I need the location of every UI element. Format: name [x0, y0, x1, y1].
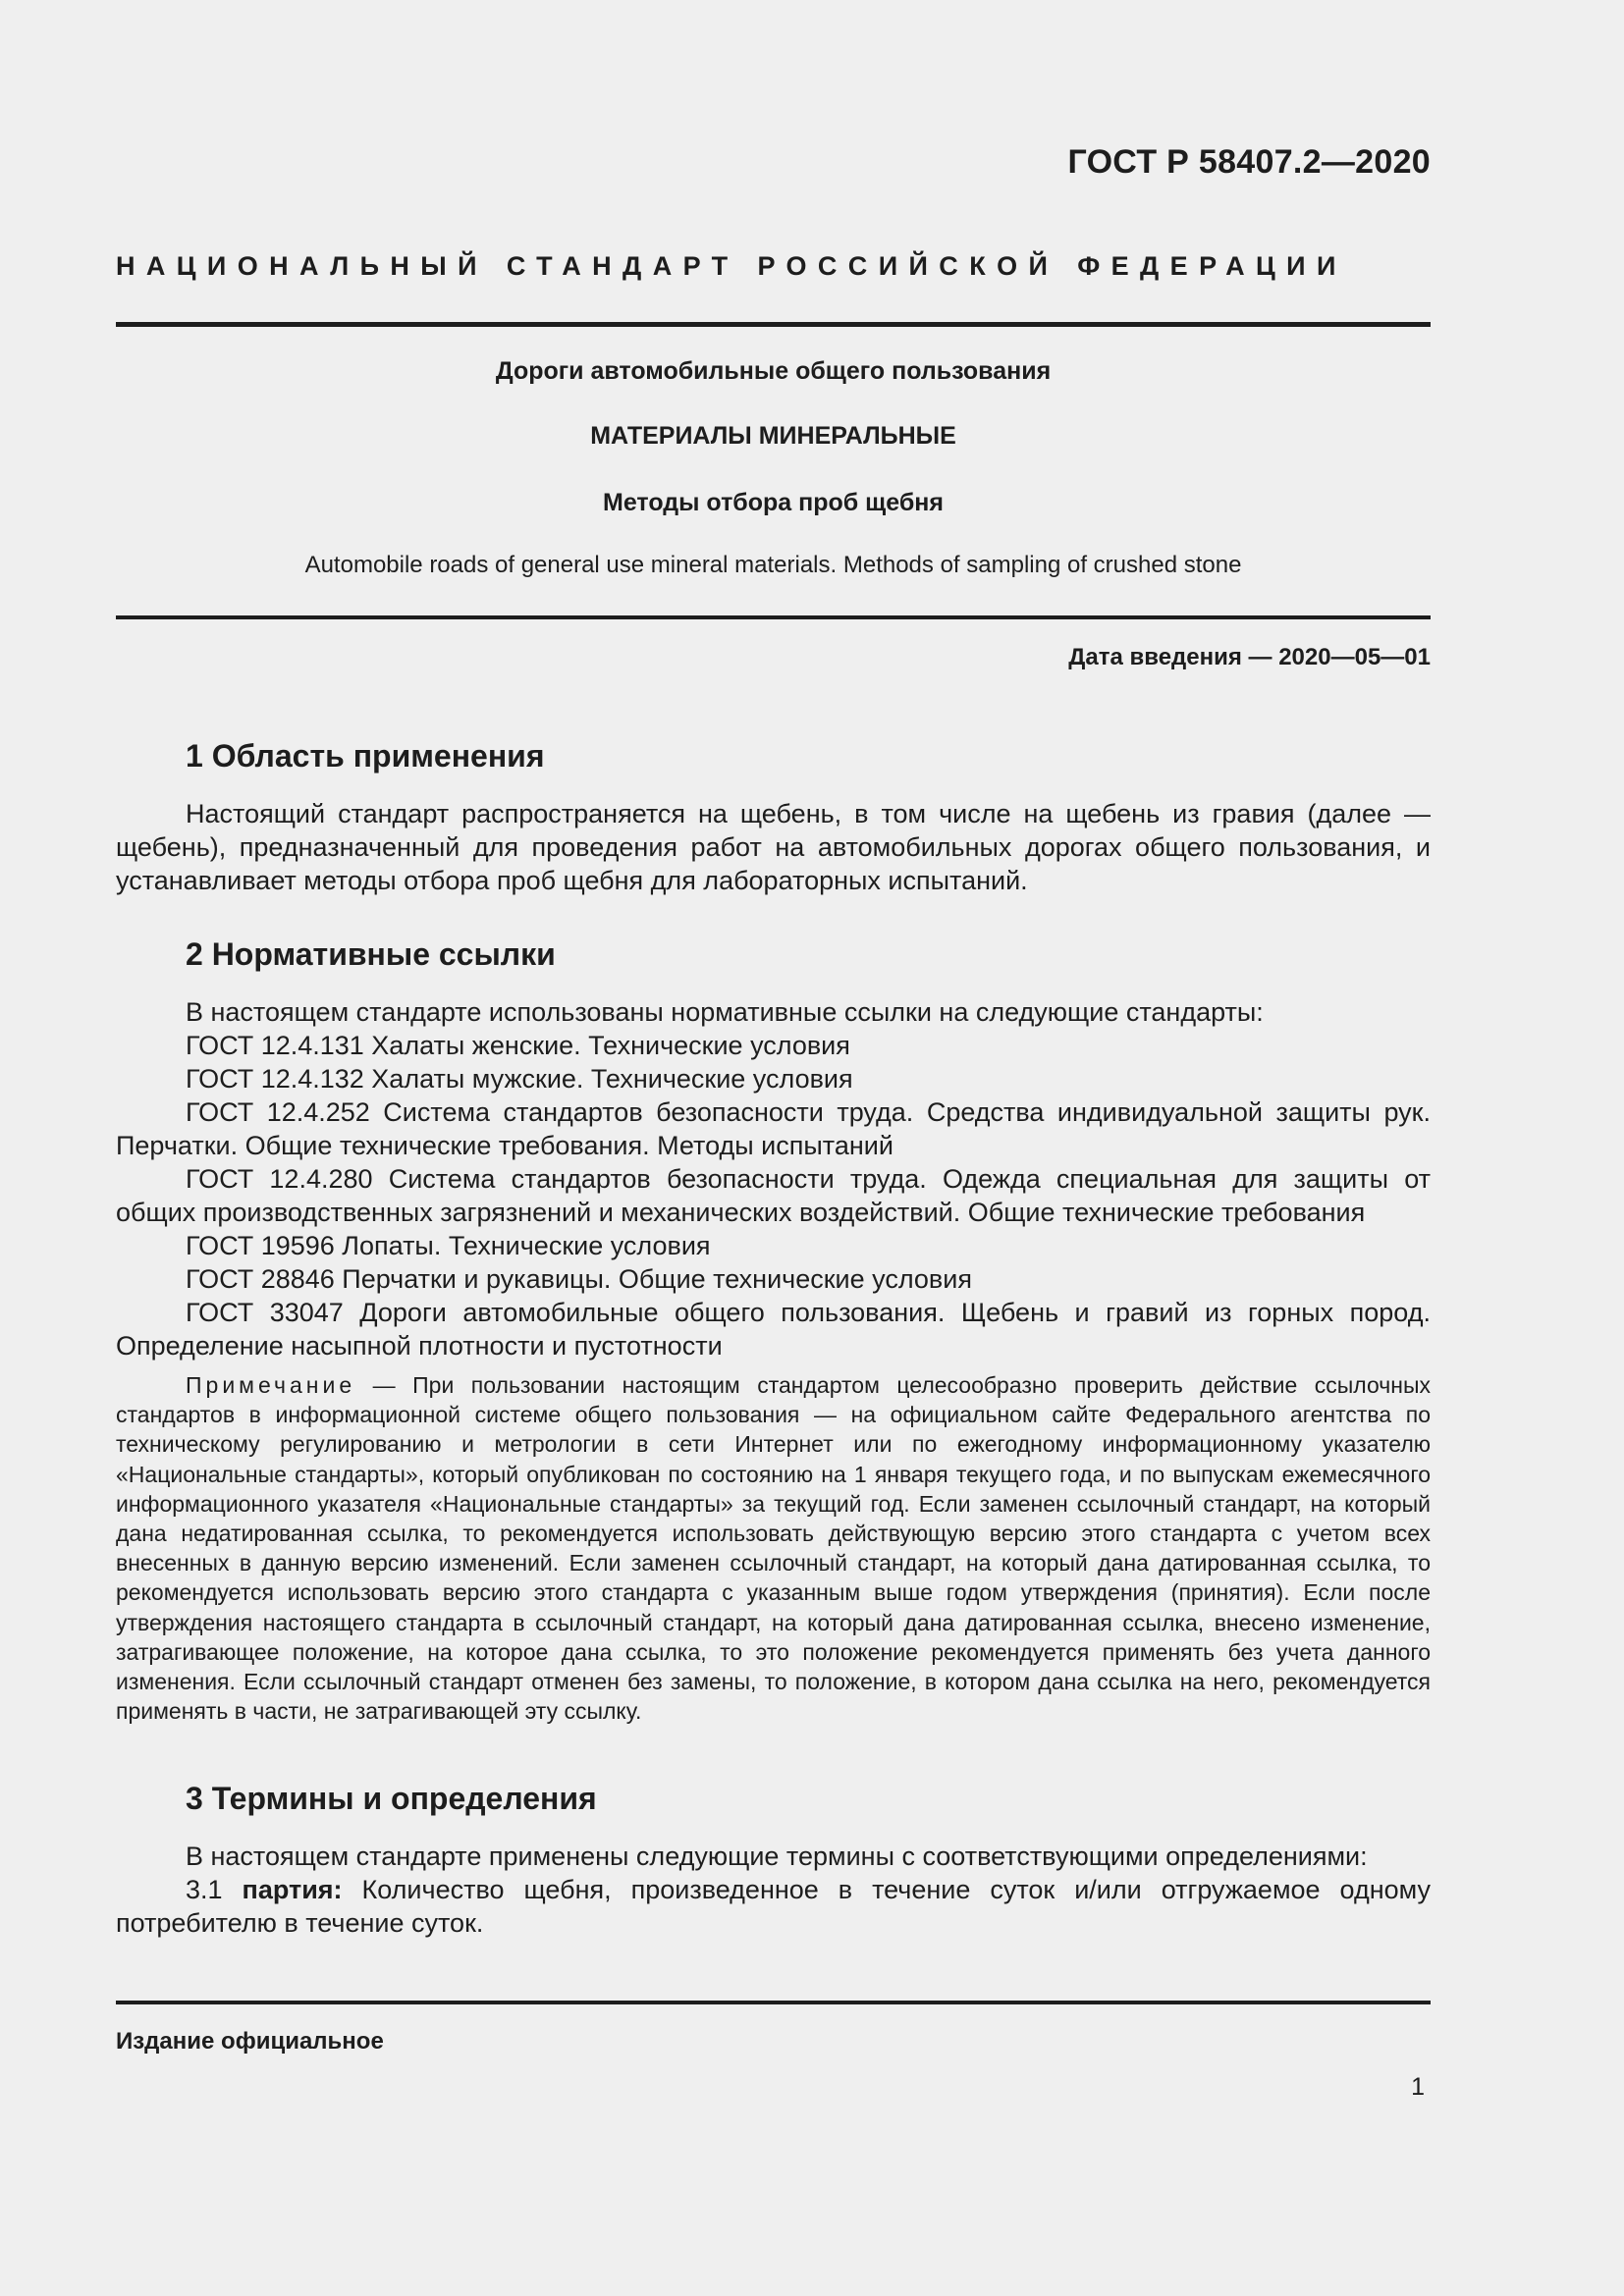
english-title: Automobile roads of general use mineral materials. Methods of sampling of crushed stone [304, 552, 1242, 578]
reference-item: ГОСТ 33047 Дороги автомобильные общего пользования. Щебень и гравий из горных пород. Определение насыпной плотности и пустотности [116, 1298, 1431, 1361]
title-line-3: Методы отбора проб щебня [603, 489, 944, 516]
term-definition [116, 1873, 1431, 1940]
footer-rule [116, 2001, 1431, 2004]
reference-item: ГОСТ 12.4.280 Система стандартов безопасности труда. Одежда специальная для защиты от общих производственных загрязнений и механических воздействий. Общие технические требования [116, 1164, 1431, 1227]
title-rule [116, 615, 1431, 619]
title-line-2: МАТЕРИАЛЫ МИНЕРАЛЬНЫЕ [590, 422, 956, 450]
section-3-title: 3 Термины и определения [186, 1781, 597, 1816]
section-2-title: 2 Нормативные ссылки [186, 936, 556, 972]
section-1-body [116, 797, 1431, 897]
term-definition-text: Количество щебня, произведенное в течение суток и/или отгружаемое одному потребителю в течение суток. [116, 1875, 1431, 1938]
section-1-title: 1 Область применения [186, 738, 545, 774]
document-page [116, 0, 1431, 2296]
section-2-intro: В настоящем стандарте использованы нормативные ссылки на следующие стандарты: [186, 997, 1264, 1027]
reference-item: ГОСТ 19596 Лопаты. Технические условия [186, 1231, 711, 1260]
note-text: — При пользовании настоящим стандартом целесообразно проверить действие ссылочных стандартов в информационной системе общего пользования — на официальном сайте Федерального агентства по техническому регулированию и метрологии в сети Интернет или по ежегодному информационному указателю «Национальные стандарты», который опубликован по состоянию на 1 января текущего года, и по выпускам ежемесячного информационного указателя «Национальные стандарты» за текущий год. Если заменен ссылочный стандарт, на который дана недатированная ссылка, то рекомендуется использовать действующую версию этого стандарта с учетом всех внесенных в данную версию изменений. Если заменен ссылочный стандарт, на который дана датированная ссылка, то рекомендуется использовать версию этого стандарта с указанным выше годом утверждения (принятия). Если после утверждения настоящего стандарта в ссылочный стандарт, на который дана датированная ссылка, внесено изменение, затрагивающее положение, на которое дана ссылка, то это положение рекомендуется применять без учета данного изменения. Если ссылочный стандарт отменен без замены, то положение, в котором дана ссылка на него, рекомендуется применять в части, не затрагивающей эту ссылку. [116, 1372, 1431, 1725]
reference-item: ГОСТ 28846 Перчатки и рукавицы. Общие технические условия [186, 1264, 972, 1294]
reference-item: ГОСТ 12.4.252 Система стандартов безопасности труда. Средства индивидуальной защиты рук. Перчатки. Общие технические требования. Методы испытаний [116, 1097, 1431, 1160]
national-standard-banner: НАЦИОНАЛЬНЫЙ СТАНДАРТ РОССИЙСКОЙ ФЕДЕРАЦИИ [116, 251, 1347, 281]
section-3-intro: В настоящем стандарте применены следующие термины с соответствующими определениями: [186, 1842, 1368, 1871]
term-name: партия: [242, 1875, 343, 1904]
header-rule [116, 322, 1431, 327]
section-1-paragraph: Настоящий стандарт распространяется на щебень, в том числе на щебень из гравия (далее — щебень), предназначенный для проведения работ на автомобильных дорогах общего пользования, и устанавливает методы отбора проб щебня для лабораторных испытаний. [116, 799, 1431, 895]
reference-item: ГОСТ 12.4.132 Халаты мужские. Технические условия [186, 1064, 853, 1094]
section-2-body [116, 995, 1431, 1362]
term-number: 3.1 [186, 1875, 243, 1904]
official-edition-label: Издание официальное [116, 2028, 384, 2055]
introduction-date: Дата введения — 2020—05—01 [1068, 644, 1431, 670]
section-3-body [116, 1840, 1431, 1940]
page-number: 1 [1411, 2073, 1425, 2101]
standard-number: ГОСТ Р 58407.2—2020 [1067, 143, 1431, 181]
note-label: Примечание [186, 1372, 356, 1398]
title-line-1: Дороги автомобильные общего пользования [495, 357, 1052, 385]
references-note [116, 1370, 1431, 1726]
reference-item: ГОСТ 12.4.131 Халаты женские. Технические условия [186, 1031, 850, 1060]
